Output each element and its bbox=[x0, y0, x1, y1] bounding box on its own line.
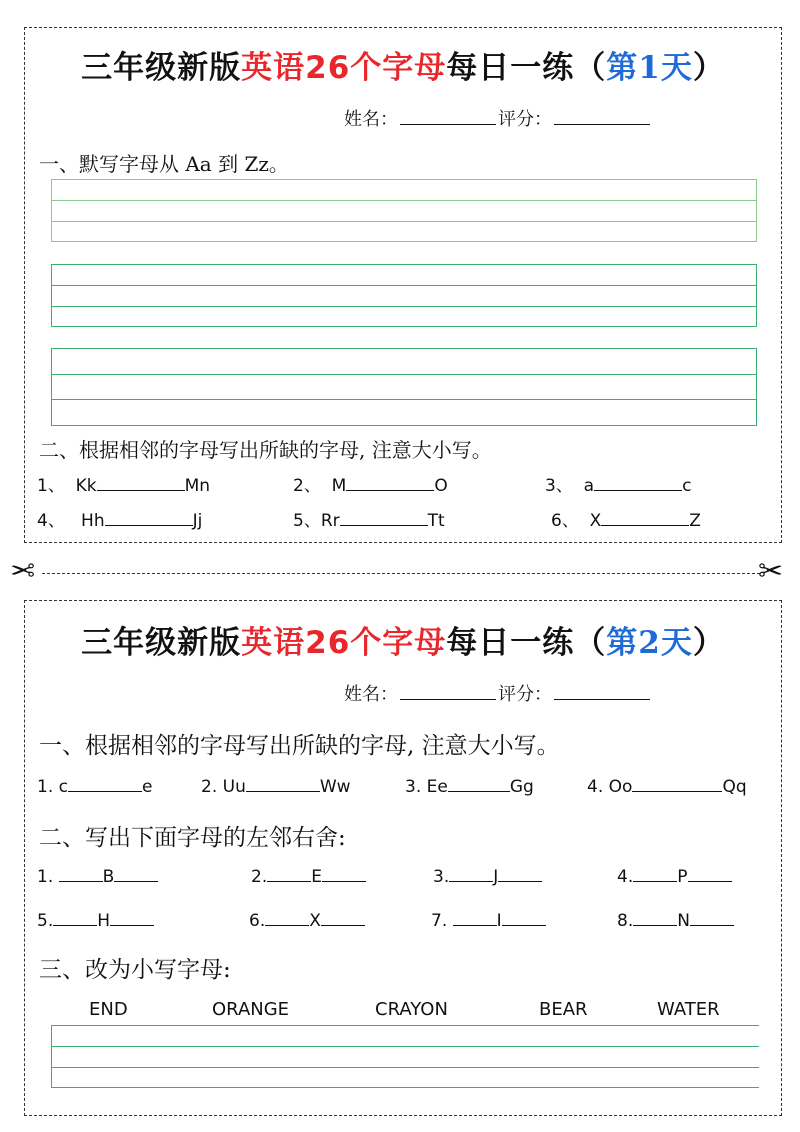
right-blank[interactable] bbox=[110, 911, 154, 926]
answer-blank[interactable] bbox=[340, 511, 428, 526]
right-blank[interactable] bbox=[502, 911, 546, 926]
neighbor-item: 5. H bbox=[37, 911, 154, 931]
left-blank[interactable] bbox=[59, 867, 103, 882]
word-item: ORANGE bbox=[212, 999, 290, 1020]
missing-letter-item: 2、 M O bbox=[293, 476, 448, 496]
neighbor-item: 8. N bbox=[617, 911, 734, 931]
answer-blank[interactable] bbox=[246, 777, 320, 792]
answer-blank[interactable] bbox=[346, 476, 434, 491]
missing-letter-item: 4、 Hh Jj bbox=[37, 511, 203, 531]
worksheet-day1 bbox=[24, 27, 782, 543]
title-middle: 每日一练（ bbox=[446, 625, 607, 661]
neighbor-item: 7. I bbox=[431, 911, 546, 931]
right-blank[interactable] bbox=[688, 867, 732, 882]
left-blank[interactable] bbox=[453, 911, 497, 926]
word-item: END bbox=[89, 999, 128, 1020]
missing-letter-item: 1、 Kk Mn bbox=[37, 476, 211, 496]
left-blank[interactable] bbox=[633, 911, 677, 926]
right-blank[interactable] bbox=[114, 867, 158, 882]
section-1-heading: 一、根据相邻的字母写出所缺的字母, 注意大小写。 bbox=[39, 733, 560, 759]
title-prefix: 三年级新版 bbox=[81, 50, 242, 86]
section-2-heading: 二、根据相邻的字母写出所缺的字母, 注意大小写。 bbox=[39, 438, 492, 462]
word-item: BEAR bbox=[539, 999, 588, 1020]
title-middle: 每日一练（ bbox=[446, 50, 607, 86]
left-blank[interactable] bbox=[633, 867, 677, 882]
title-end: ） bbox=[692, 50, 725, 86]
name-label: 姓名： bbox=[344, 109, 398, 130]
section-1-heading: 一、默写字母从 Aa 到 Zz。 bbox=[39, 152, 289, 176]
name-score-row bbox=[25, 680, 781, 706]
answer-blank[interactable] bbox=[105, 511, 193, 526]
answer-blank[interactable] bbox=[632, 777, 722, 792]
word-item: CRAYON bbox=[375, 999, 448, 1020]
right-blank[interactable] bbox=[498, 867, 542, 882]
score-label: 评分： bbox=[498, 684, 552, 705]
section-2-heading: 二、写出下面字母的左邻右舍: bbox=[39, 825, 346, 851]
word-item: WATER bbox=[657, 999, 720, 1020]
right-blank[interactable] bbox=[690, 911, 734, 926]
name-blank[interactable] bbox=[400, 110, 496, 125]
section-3-heading: 三、改为小写字母: bbox=[39, 957, 231, 983]
writing-lines-3[interactable] bbox=[51, 348, 757, 426]
title-highlight: 英语26个字母 bbox=[241, 625, 447, 661]
neighbor-item: 6. X bbox=[249, 911, 365, 931]
worksheet-day2 bbox=[24, 600, 782, 1116]
neighbor-item: 3. J bbox=[433, 867, 542, 887]
right-blank[interactable] bbox=[321, 911, 365, 926]
left-blank[interactable] bbox=[265, 911, 309, 926]
neighbor-item: 1. B bbox=[37, 867, 158, 887]
sheet2-title bbox=[25, 617, 781, 662]
name-blank[interactable] bbox=[400, 685, 496, 700]
fill-letter-item: 3. Ee Gg bbox=[405, 777, 534, 797]
left-blank[interactable] bbox=[267, 867, 311, 882]
left-blank[interactable] bbox=[449, 867, 493, 882]
sheet1-title bbox=[25, 42, 781, 87]
neighbor-item: 4. P bbox=[617, 867, 732, 887]
title-highlight: 英语26个字母 bbox=[241, 50, 447, 86]
left-blank[interactable] bbox=[53, 911, 97, 926]
fill-letter-item: 2. Uu Ww bbox=[201, 777, 351, 797]
writing-lines-2[interactable] bbox=[51, 264, 757, 327]
right-blank[interactable] bbox=[322, 867, 366, 882]
missing-letter-item: 3、 a c bbox=[545, 476, 692, 496]
answer-blank[interactable] bbox=[448, 777, 510, 792]
fill-letter-item: 1. c e bbox=[37, 777, 153, 797]
answer-blank[interactable] bbox=[601, 511, 689, 526]
writing-lines-1[interactable] bbox=[51, 179, 757, 242]
missing-letter-item: 6、 X Z bbox=[551, 511, 701, 531]
score-label: 评分： bbox=[498, 109, 552, 130]
writing-lines-answers[interactable] bbox=[51, 1025, 759, 1088]
missing-letter-item: 5、Rr Tt bbox=[293, 511, 445, 531]
title-day: 第2天 bbox=[606, 625, 693, 661]
title-prefix: 三年级新版 bbox=[81, 625, 242, 661]
fill-letter-item: 4. Oo Qq bbox=[587, 777, 747, 797]
scissors-icon: ✂ bbox=[10, 554, 36, 589]
name-label: 姓名： bbox=[344, 684, 398, 705]
title-end: ） bbox=[692, 625, 725, 661]
answer-blank[interactable] bbox=[97, 476, 185, 491]
title-day: 第1天 bbox=[606, 50, 693, 86]
answer-blank[interactable] bbox=[68, 777, 142, 792]
scissors-icon: ✂ bbox=[758, 554, 784, 589]
score-blank[interactable] bbox=[554, 110, 650, 125]
neighbor-item: 2. E bbox=[251, 867, 366, 887]
answer-blank[interactable] bbox=[594, 476, 682, 491]
cut-line bbox=[42, 573, 760, 574]
score-blank[interactable] bbox=[554, 685, 650, 700]
name-score-row bbox=[25, 105, 781, 131]
